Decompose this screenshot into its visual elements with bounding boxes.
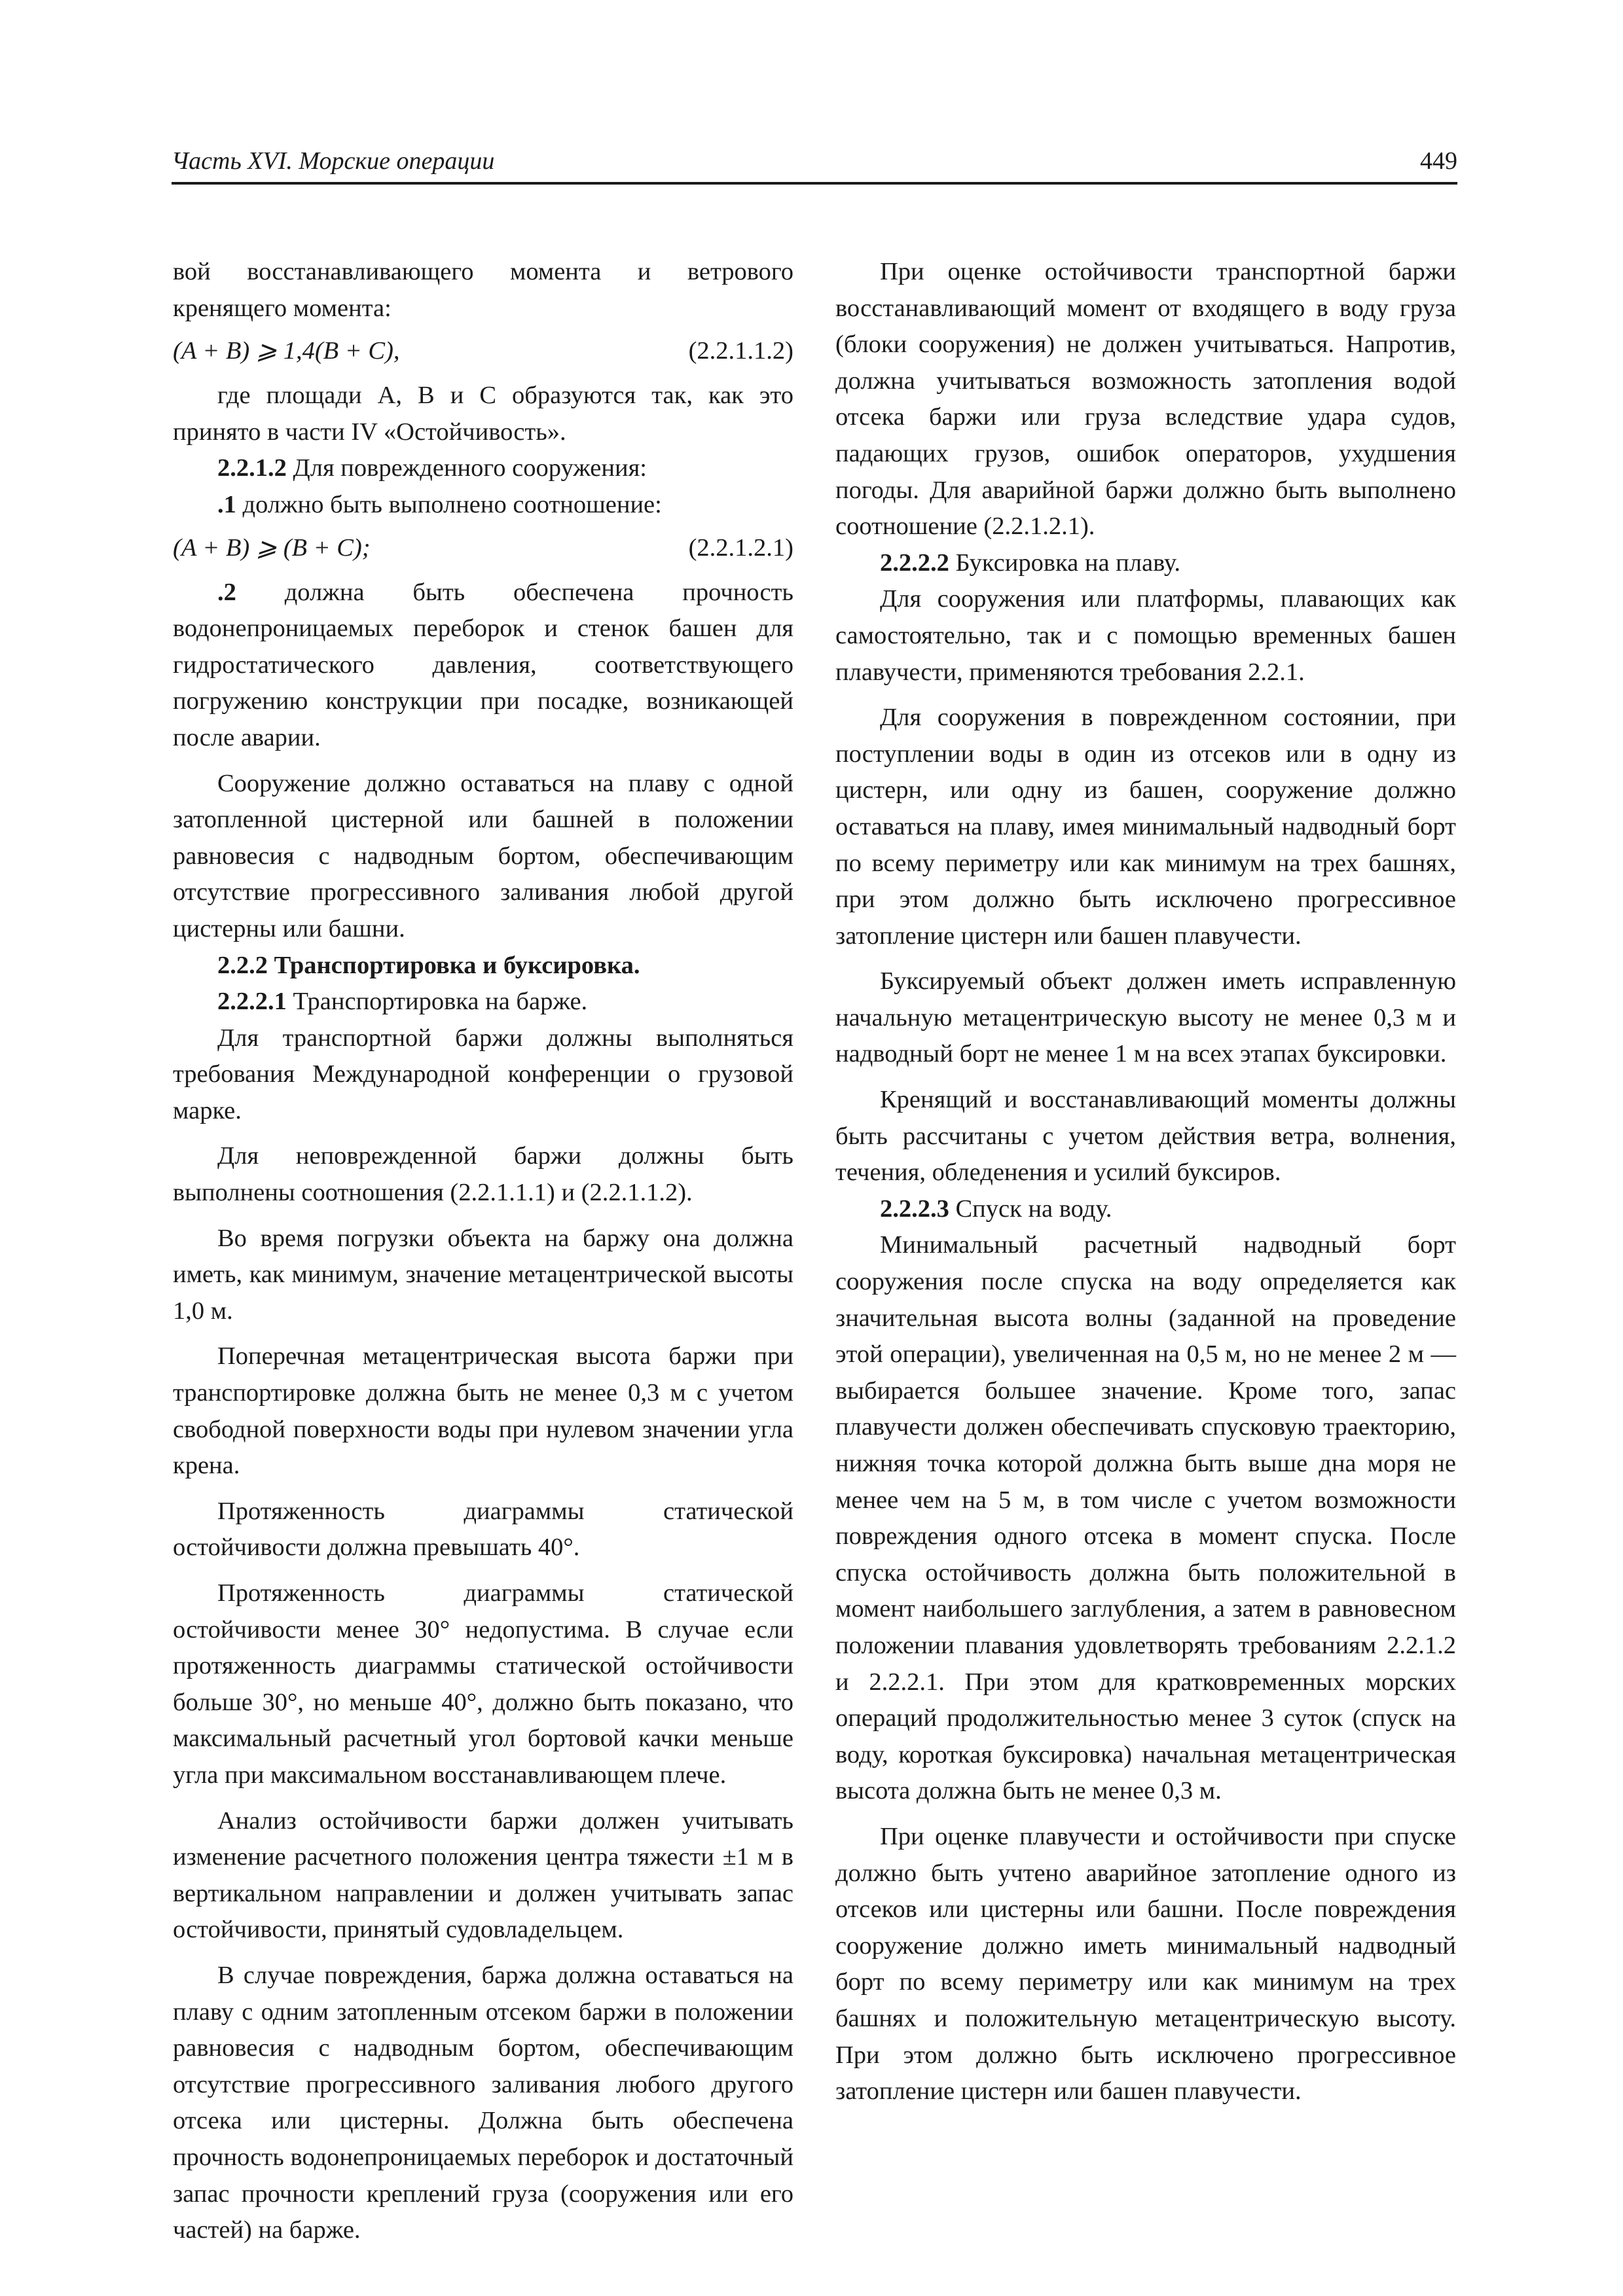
list-item-2 — [173, 575, 793, 757]
paragraph: вой восстанавливающего момента и ветрового кренящего момента: — [173, 258, 793, 322]
section-heading: 2.2.2 Транспортировка и буксировка. — [217, 951, 640, 979]
formula-expression: (A + B) ⩾ (B + C); — [173, 533, 371, 562]
section-title: Буксировка на плаву. — [949, 548, 1180, 577]
paragraph: Для сооружения или платформы, плавающих как самостоятельно, так и с помощью временных башен плавучести, применяются требования 2.2.1. — [835, 585, 1456, 686]
paragraph: Во время погрузки объекта на баржу она должна иметь, как минимум, значение метацентрической высоты 1,0 м. — [173, 1224, 793, 1325]
paragraph: Для транспортной баржи должны выполняться требования Международной конференции о грузовой марке. — [173, 1024, 793, 1124]
section-2-2-2-2 — [835, 545, 1456, 582]
paragraph: Протяженность диаграммы статической остойчивости должна превышать 40°. — [173, 1497, 793, 1562]
section-title: Для поврежденного сооружения: — [286, 454, 647, 482]
paragraph: Кренящий и восстанавливающий моменты должны быть рассчитаны с учетом действия ветра, волнения, течения, обледенения и усилий буксиров. — [835, 1086, 1456, 1187]
section-2-2-1-2 — [173, 450, 793, 487]
left-column — [173, 254, 793, 2249]
formula-2-2-1-1-2 — [173, 333, 793, 370]
formula-2-2-1-2-1 — [173, 530, 793, 567]
paragraph: Поперечная метацентрическая высота баржи при транспортировке должна быть не менее 0,3 м с учетом свободной поверхности воды при нулевом значении угла крена. — [173, 1342, 793, 1480]
formula-number: (2.2.1.2.1) — [688, 533, 793, 562]
paragraph: Протяженность диаграммы статической остойчивости менее 30° недопустима. В случае если протяженность диаграммы статической остойчивости больше 30°, но меньше 40°, должно быть показано, что максимальный расчетный угол бортовой качки меньше угла при максимальном восстанавливающем плече. — [173, 1579, 793, 1789]
page-header — [172, 143, 1457, 185]
paragraph: Сооружение должно оставаться на плаву с одной затопленной цистерной или башней в положении равновесия с надводным бортом, обеспечивающим отсутствие прогрессивного заливания любой другой цистерны или башни. — [173, 769, 793, 942]
section-2-2-2-3 — [835, 1191, 1456, 1228]
section-number: 2.2.2.3 — [880, 1194, 949, 1223]
section-number: 2.2.2.1 — [217, 988, 287, 1016]
list-marker: .1 — [217, 490, 236, 518]
list-item-text: должна быть обеспечена прочность водонепроницаемых переборок и стенок башен для гидростатического давления, соответствующего погружению конструкции при посадке, возникающей после аварии. — [173, 578, 793, 751]
section-number: 2.2.2.2 — [880, 548, 949, 577]
section-title: Транспортировка на барже. — [286, 988, 588, 1016]
section-number: 2.2.1.2 — [217, 454, 287, 482]
list-marker: .2 — [217, 578, 236, 606]
paragraph: При оценке плавучести и остойчивости при спуске должно быть учтено аварийное затопление одного из отсеков или цистерны или башни. После повреждения сооружение должно иметь минимальный надводный борт по всему периметру или как минимум на трех башнях и положительную метацентрическую высоту. При этом должно быть исключено прогрессивное затопление цистерн или башен плавучести. — [835, 1822, 1456, 2106]
paragraph: где площади A, B и C образуются так, как это принято в части IV «Остойчивость». — [173, 382, 793, 446]
formula-number: (2.2.1.1.2) — [688, 337, 793, 365]
running-title: Часть XVI. Морские операции — [172, 147, 495, 175]
paragraph: Анализ остойчивости баржи должен учитывать изменение расчетного положения центра тяжести ±1 м в вертикальном направлении и должен учитывать запас остойчивости, принятый судовладельцем. — [173, 1806, 793, 1944]
formula-expression: (A + B) ⩾ 1,4(B + C), — [173, 337, 400, 365]
paragraph: Для неповрежденной баржи должны быть выполнены соотношения (2.2.1.1.1) и (2.2.1.1.2). — [173, 1142, 793, 1207]
paragraph: Минимальный расчетный надводный борт сооружения после спуска на воду определяется как значительная высота волны (заданной на проведение этой операции), увеличенная на 0,5 м, но не менее 2 м — выбирается большее значение. Кроме того, запас плавучести должен обеспечивать спусковую траекторию, нижняя точка которой должна быть выше дна моря не менее чем на 5 м, в том числе с учетом возможности повреждения одного отсека в момент спуска. После спуска остойчивость должна быть положительной в момент наибольшего заглубления, а затем в равновесном положении плавания удовлетворять требованиям 2.2.1.2 и 2.2.2.1. При этом для кратковременных морских операций продолжительностью менее 3 суток (спуск на воду, короткая буксировка) начальная метацентрическая высота должна быть не менее 0,3 м. — [835, 1231, 1456, 1805]
section-2-2-2-1 — [173, 984, 793, 1020]
list-item-1 — [173, 487, 793, 524]
page-number: 449 — [1420, 147, 1457, 175]
section-title: Спуск на воду. — [949, 1194, 1112, 1223]
list-item-text: должно быть выполнено соотношение: — [236, 490, 662, 518]
paragraph: В случае повреждения, баржа должна оставаться на плаву с одним затопленным отсеком баржи в положении равновесия с надводным бортом, обеспечивающим отсутствие прогрессивного заливания любого другого отсека или цистерны. Должна быть обеспечена прочность водонепроницаемых переборок и достаточный запас прочности креплений груза (сооружения или его частей) на барже. — [173, 1961, 793, 2244]
paragraph: При оценке остойчивости транспортной баржи восстанавливающий момент от входящего в воду груза (блоки сооружения) не должен учитываться. Напротив, должна учитываться возможность затопления водой отсека баржи или груза вследствие удара судов, падающих грузов, ошибок операторов, ухудшения погоды. Для аварийной баржи должно быть выполнено соотношение (2.2.1.2.1). — [835, 258, 1456, 541]
paragraph: Для сооружения в поврежденном состоянии, при поступлении воды в один из отсеков или в одну из цистерн, или одну из башен, сооружение должно оставаться на плаву, имея минимальный надводный борт по всему периметру или как минимум на трех башнях, при этом должно быть исключено прогрессивное затопление цистерн или башен плавучести. — [835, 704, 1456, 950]
right-column — [835, 254, 1456, 2110]
section-2-2-2 — [173, 948, 793, 984]
paragraph: Буксируемый объект должен иметь исправленную начальную метацентрическую высоту не менее 0,3 м и надводный борт не менее 1 м на всех этапах буксировки. — [835, 967, 1456, 1068]
